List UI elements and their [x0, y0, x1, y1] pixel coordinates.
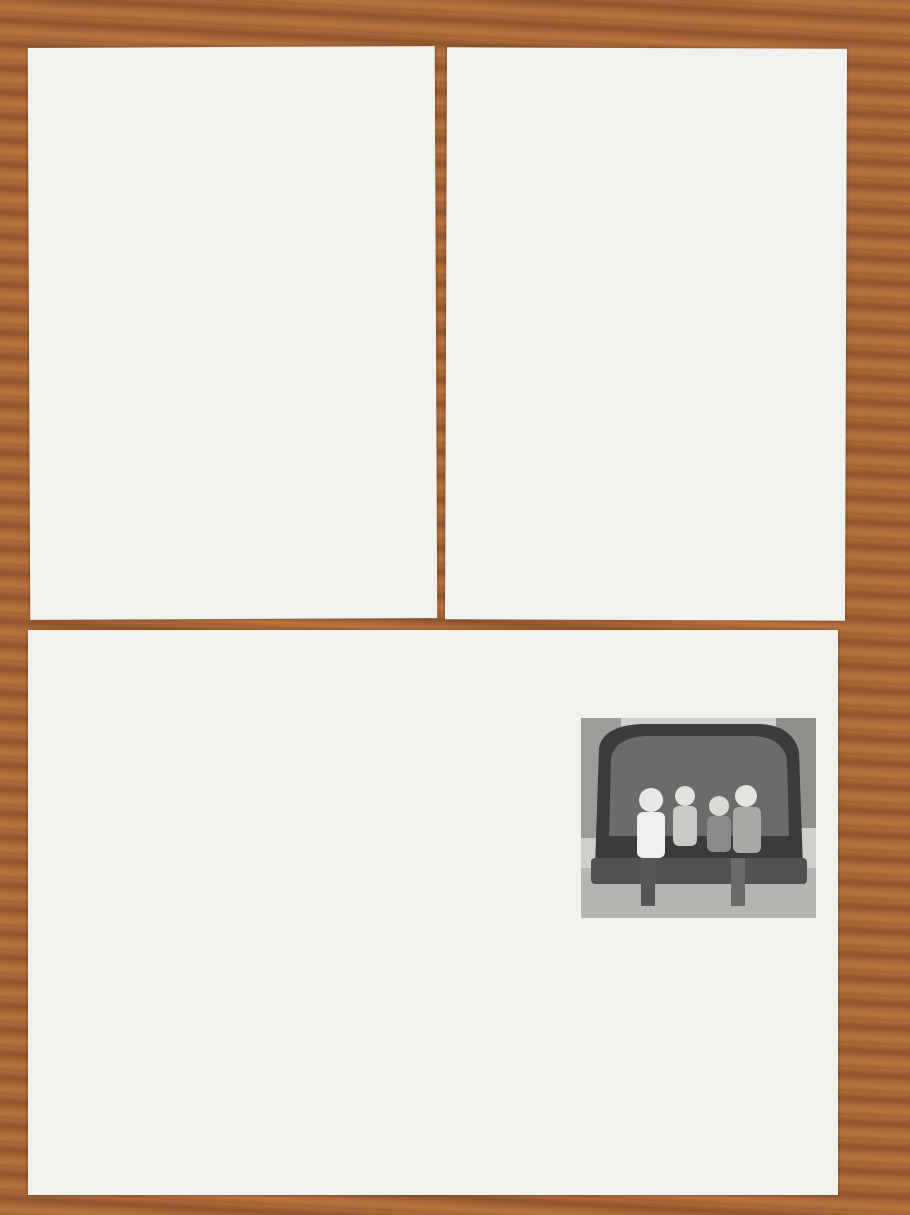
memo-sections	[54, 128, 424, 130]
family-car-photo	[581, 718, 816, 918]
brochure-column-1	[34, 642, 296, 670]
family-car-photo-icon	[581, 718, 816, 918]
memo-sheet-2	[445, 47, 847, 620]
continued-items	[482, 81, 832, 82]
brochure-sheet	[28, 630, 838, 1195]
memo-headline	[28, 65, 435, 67]
brochure-column-2	[302, 642, 566, 652]
memo-sections-continued	[482, 81, 832, 102]
memo-title	[28, 61, 435, 63]
memo-sheet-1	[28, 46, 437, 620]
